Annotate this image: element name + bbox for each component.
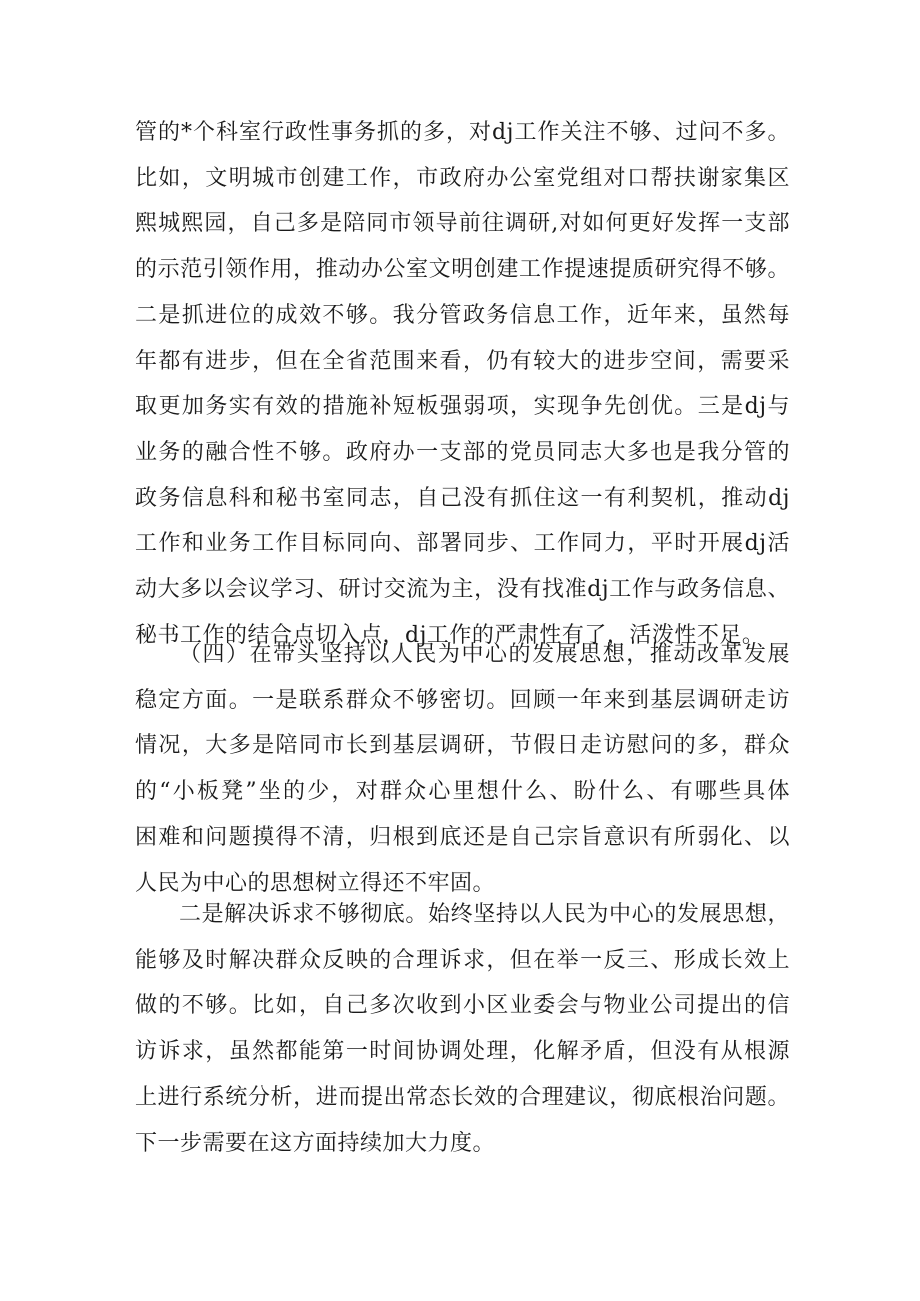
text-line: 困难和问题摸得不清，归根到底还是自己宗旨意识有所弱化、以: [135, 824, 790, 850]
text-line: 稳定方面。一是联系群众不够密切。回顾一年来到基层调研走访: [135, 687, 790, 713]
text-line: 上进行系统分析，进而提出常态长效的合理建议，彻底根治问题。: [135, 1084, 790, 1110]
text-line: 访诉求，虽然都能第一时间协调处理，化解矛盾，但没有从根源: [135, 1039, 790, 1065]
text-line: 二是抓进位的成效不够。我分管政务信息工作，近年来，虽然每: [135, 302, 790, 328]
text-line: 比如，文明城市创建工作，市政府办公室党组对口帮扶谢家集区: [135, 165, 790, 191]
text-line: 熙城熙园，自己多是陪同市领导前往调研,对如何更好发挥一支部: [135, 211, 790, 237]
text-line: 秘书工作的结合点切入点，dj工作的严肃性有了，活泼性不足。: [135, 622, 765, 648]
text-line: 动大多以会议学习、研讨交流为主，没有找准dj工作与政务信息、: [135, 577, 790, 602]
text-line: 的“小板凳”坐的少，对群众心里想什么、盼什么、有哪些具体: [135, 779, 790, 805]
text-line: 能够及时解决群众反映的合理诉求，但在举一反三、形成长效上: [135, 947, 790, 973]
text-line: 取更加务实有效的措施补短板强弱项，实现争先创优。三是dj与: [135, 394, 790, 420]
text-line: 的示范引领作用，推动办公室文明创建工作提速提质研究得不够。: [135, 257, 790, 283]
text-line: 下一步需要在这方面持续加大力度。: [135, 1130, 496, 1156]
text-line: 人民为中心的思想树立得还不牢固。: [135, 870, 496, 896]
text-line: 管的*个科室行政性事务抓的多，对dj工作关注不够、过问不多。: [135, 120, 790, 145]
text-line: 年都有进步，但在全省范围来看，仍有较大的进步空间，需要采: [135, 348, 790, 374]
text-line: 二是解决诉求不够彻底。始终坚持以人民为中心的发展思想，: [179, 902, 790, 927]
text-line: 业务的融合性不够。政府办一支部的党员同志大多也是我分管的: [135, 439, 790, 465]
text-line: 情况，大多是陪同市长到基层调研，节假日走访慰问的多，群众: [135, 733, 790, 759]
text-line: 政务信息科和秘书室同志，自己没有抓住这一有利契机，推动dj: [135, 485, 790, 511]
text-line: 做的不够。比如，自己多次收到小区业委会与物业公司提出的信: [135, 993, 790, 1019]
text-line: （四）在带头坚持以人民为中心的发展思想，推动改革发展: [179, 642, 790, 667]
text-line: 工作和业务工作目标同向、部署同步、工作同力，平时开展dj活: [135, 531, 790, 557]
